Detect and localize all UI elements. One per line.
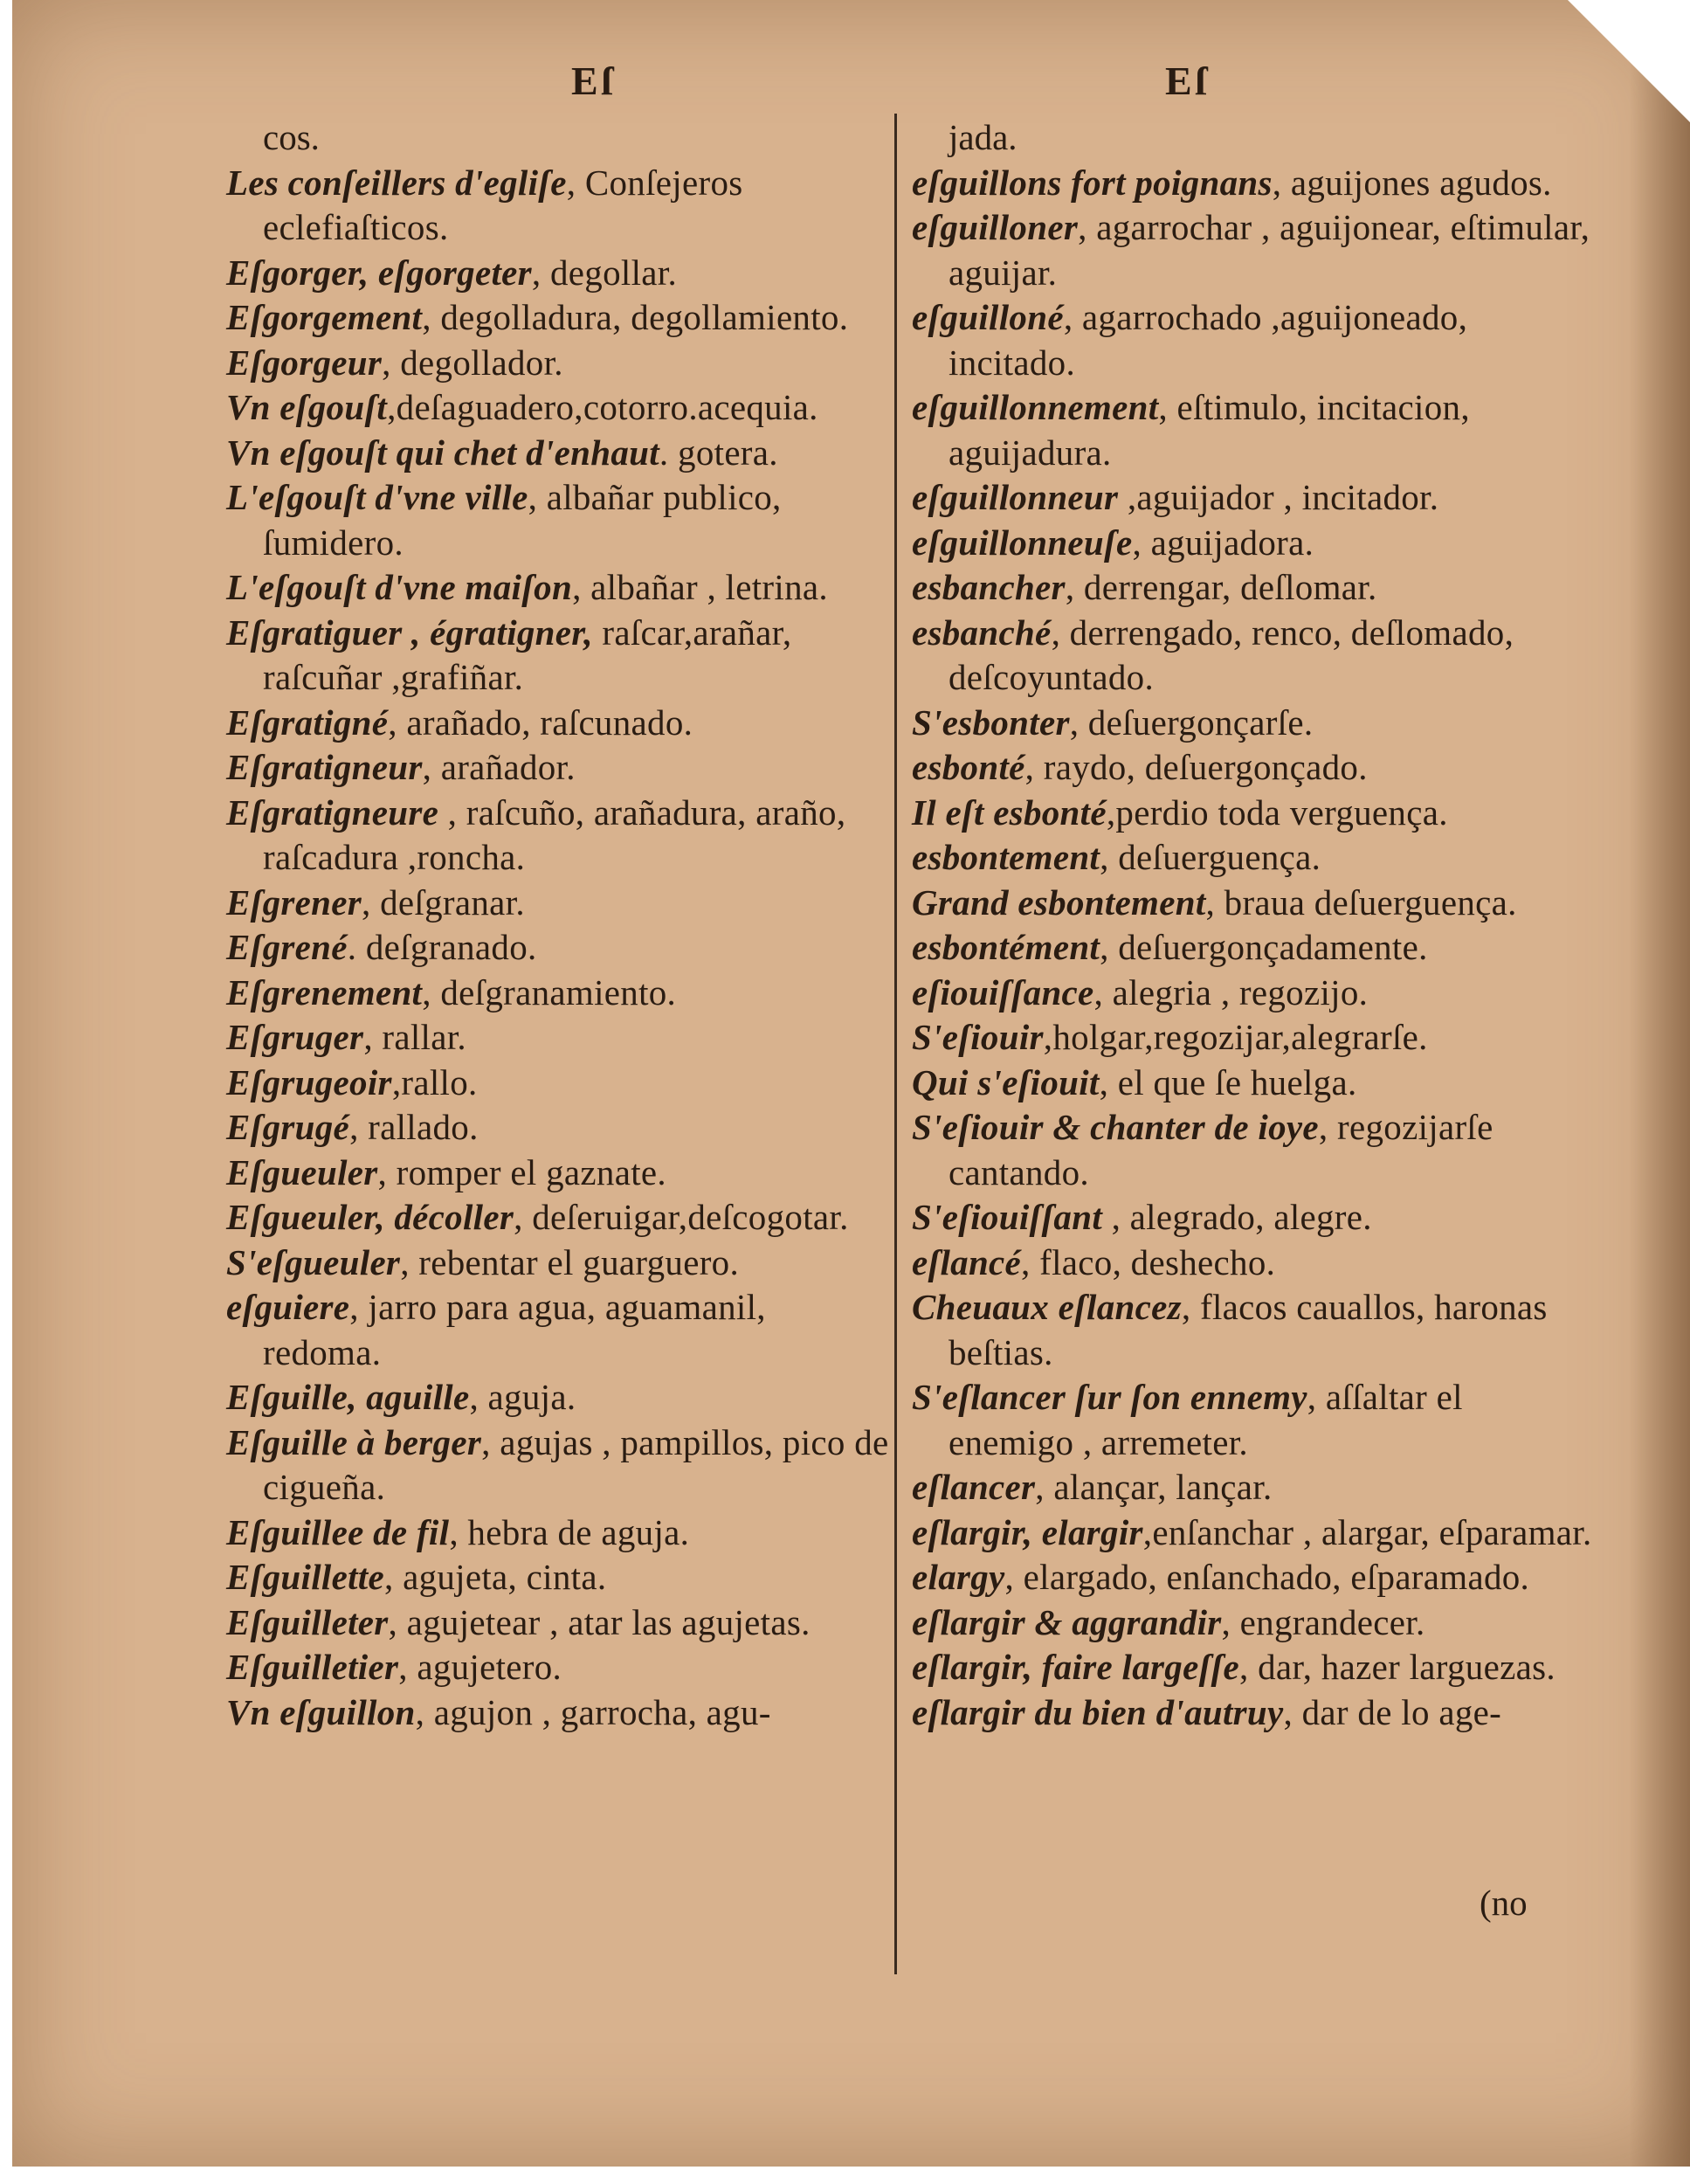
entry-definition: raſcar,arañar, raſcuñar ,grafiñar. (263, 612, 792, 697)
entry-term: Grand esbontement (912, 881, 1206, 923)
book-page (12, 0, 1690, 2167)
running-header-left: Eſ (571, 59, 617, 103)
entry-definition: ,enſanchar , alargar, eſparamar. (1142, 1511, 1592, 1552)
entry-definition: , Conſejeros eclefiaſticos. (263, 162, 743, 247)
dictionary-entry (226, 341, 890, 386)
entry-definition: , aguijadora. (1132, 522, 1314, 563)
dictionary-entry (226, 1420, 890, 1510)
entry-term: eſiouiſſance (912, 971, 1094, 1013)
entry-definition: , deſeruigar,deſcogotar. (514, 1197, 849, 1237)
entry-definition: ,rallo. (391, 1061, 478, 1102)
entry-term: Eſgratigneure (226, 791, 439, 833)
entry-term: Eſgratigné (226, 702, 389, 743)
page-spine-shadow (1629, 0, 1690, 2167)
entry-term: eſlargir, faire largeſſe (912, 1647, 1239, 1687)
entry-term: eſlancé (912, 1241, 1022, 1282)
catchword: (no (1480, 1883, 1528, 1923)
entry-definition: , albañar , letrina. (572, 567, 828, 607)
dictionary-entry (226, 1555, 890, 1600)
entry-definition: , agujas , pampillos, pico de cigueña. (263, 1421, 889, 1507)
entry-term: eſguilloner (912, 207, 1079, 247)
entry-term: Il eſt esbonté (912, 791, 1107, 833)
entry-term: Vn eſgouſt qui chet d'enhaut (226, 432, 659, 473)
entry-definition: , agujetero. (398, 1647, 562, 1687)
entry-term: eſguillonnement (912, 387, 1159, 427)
entry-term: esbontément (912, 927, 1100, 967)
dictionary-entry (226, 1375, 890, 1420)
entry-definition: , jarro para agua, aguamanil, redoma. (263, 1287, 766, 1372)
dictionary-entry (912, 521, 1593, 566)
dictionary-entry (912, 1195, 1593, 1241)
entry-term: esbontement (912, 837, 1100, 877)
entry-definition: , agarrochar , aguijonear, eſtimular, aguijar. (948, 207, 1590, 293)
entry-term: esbanché (912, 612, 1052, 653)
entry-term: Eſguillette (226, 1557, 384, 1597)
dictionary-entry (226, 1151, 890, 1196)
dictionary-entry (226, 161, 890, 251)
entry-definition: , deſuerguença. (1100, 837, 1321, 877)
dictionary-entry (226, 1645, 890, 1690)
entry-term: Eſguillee de fil (226, 1511, 450, 1552)
dictionary-entry (226, 971, 890, 1016)
entry-definition: , romper el gaznate. (377, 1151, 666, 1192)
dictionary-entry (912, 745, 1593, 791)
column-divider (894, 114, 897, 1974)
dictionary-entry (912, 161, 1593, 206)
entry-term: Eſgrené (226, 927, 348, 967)
dictionary-entry (912, 385, 1593, 475)
dictionary-entry (912, 1061, 1593, 1106)
entry-definition: , aguijones agudos. (1272, 162, 1552, 203)
entry-definition: , engrandecer. (1221, 1601, 1425, 1642)
entry-term: S'eſlancer ſur ſon ennemy (912, 1377, 1307, 1417)
entry-definition: , rallado. (349, 1107, 479, 1147)
dictionary-entry (912, 475, 1593, 521)
right-entries (912, 161, 1593, 1736)
dictionary-entry (226, 745, 890, 791)
entry-term: esbonté (912, 747, 1025, 787)
entry-definition: , albañar publico, ſumidero. (263, 477, 782, 563)
entry-term: eſlargir, elargir (912, 1511, 1143, 1552)
dictionary-entry (226, 565, 890, 611)
entry-definition: , derrengado, renco, deſlomado, deſcoyuntado. (948, 612, 1514, 697)
entry-definition: , braua deſuerguença. (1205, 881, 1517, 923)
entry-term: Eſguilleter (226, 1601, 389, 1642)
dictionary-entry (226, 1600, 890, 1646)
entry-term: L'eſgouſt d'vne ville (226, 477, 528, 517)
dictionary-entry (912, 1555, 1593, 1600)
dictionary-entry (912, 835, 1593, 881)
entry-term: eſguillons fort poignans (912, 162, 1273, 203)
dictionary-entry (912, 791, 1593, 836)
dictionary-entry (226, 295, 890, 341)
entry-term: Qui s'eſiouit (912, 1061, 1100, 1102)
entry-definition: , raydo, deſuergonçado. (1024, 747, 1368, 787)
entry-definition: , rebentar el guarguero. (400, 1241, 739, 1282)
entry-definition: , deſgranar. (362, 881, 525, 923)
dictionary-entry (912, 565, 1593, 611)
entry-definition: , aguja. (469, 1377, 576, 1417)
entry-definition: , degolladura, degollamiento. (422, 297, 849, 337)
entry-definition: , alegrado, alegre. (1102, 1197, 1372, 1237)
entry-definition: , deſgranamiento. (422, 971, 677, 1013)
entry-definition: , dar de lo age- (1283, 1691, 1502, 1732)
left-entries (226, 161, 890, 1736)
dictionary-entry (912, 1465, 1593, 1510)
left-column (226, 115, 890, 1735)
dictionary-entry (226, 1285, 890, 1375)
entry-definition: , agujetear , atar las agujetas. (388, 1601, 811, 1642)
entry-definition: , dar, hazer larguezas. (1238, 1647, 1555, 1687)
dictionary-entry (226, 251, 890, 296)
entry-definition: , deſuergonçadamente. (1100, 927, 1428, 967)
dictionary-entry (226, 791, 890, 881)
entry-term: Eſgueuler, décoller (226, 1197, 514, 1237)
dictionary-entry (226, 1195, 890, 1241)
left-column-start-fragment: cos. (263, 117, 320, 157)
dictionary-entry (912, 1375, 1593, 1465)
entry-term: S'eſgueuler (226, 1241, 401, 1282)
dictionary-entry (226, 1690, 890, 1736)
entry-definition: , agarrochado ,aguijoneado, incitado. (948, 297, 1468, 383)
entry-definition: , degollar. (531, 252, 678, 293)
entry-term: Les conſeillers d'egliſe (226, 162, 567, 203)
entry-term: Eſgrugeoir (226, 1061, 392, 1102)
entry-term: eſguillonneuſe (912, 522, 1133, 563)
entry-term: Vn eſgouſt (226, 387, 388, 427)
entry-term: Eſgueuler (226, 1151, 378, 1192)
dictionary-entry (226, 611, 890, 701)
entry-term: Eſgratiguer , égratigner, (226, 612, 593, 653)
entry-definition: , rallar. (363, 1017, 466, 1057)
entry-definition: , aſſaltar el enemigo , arremeter. (948, 1377, 1463, 1462)
entry-term: elargy (912, 1557, 1005, 1597)
entry-term: S'eſiouir & chanter de ioye (912, 1107, 1319, 1147)
entry-term: eſguiere (226, 1287, 350, 1327)
dictionary-entry (226, 385, 890, 431)
entry-definition: ,deſaguadero,cotorro.acequia. (387, 387, 818, 427)
entry-definition: , degollador. (382, 342, 563, 383)
dictionary-entry (226, 431, 890, 476)
entry-term: S'eſiouir (912, 1017, 1044, 1057)
entry-term: Eſgorgement (226, 297, 423, 337)
dictionary-entry (226, 701, 890, 746)
entry-definition: , agujon , garrocha, agu- (415, 1691, 771, 1732)
entry-definition: , elargado, enſanchado, eſparamado. (1004, 1557, 1530, 1597)
dictionary-entry (912, 1645, 1593, 1690)
dictionary-entry (226, 1510, 890, 1556)
page-corner-fold (1568, 0, 1690, 122)
entry-term: Eſguille à berger (226, 1421, 482, 1462)
entry-term: eſlargir du bien d'autruy (912, 1691, 1284, 1732)
entry-definition: , arañador. (422, 747, 576, 787)
dictionary-entry (912, 701, 1593, 746)
running-header-right: Eſ (1165, 59, 1211, 103)
entry-term: eſlargir & aggrandir (912, 1601, 1222, 1642)
dictionary-entry (226, 1105, 890, 1151)
dictionary-entry (912, 925, 1593, 971)
entry-definition: , regozijarſe cantando. (948, 1107, 1493, 1192)
entry-definition: , alegria , regozijo. (1093, 971, 1369, 1013)
dictionary-entry (912, 971, 1593, 1016)
entry-definition: , hebra de aguja. (449, 1511, 690, 1552)
entry-term: S'esbonter (912, 702, 1070, 743)
entry-term: Eſguilletier (226, 1647, 399, 1687)
entry-term: eſlancer (912, 1467, 1036, 1507)
entry-term: S'eſiouiſſant (912, 1197, 1103, 1237)
dictionary-entry (912, 1510, 1593, 1556)
dictionary-entry (226, 1241, 890, 1286)
dictionary-entry (912, 1600, 1593, 1646)
entry-definition: , deſuergonçarſe. (1069, 702, 1314, 743)
entry-definition: , flaco, deshecho. (1021, 1241, 1276, 1282)
dictionary-entry (226, 925, 890, 971)
entry-definition: , agujeta, cinta. (383, 1557, 607, 1597)
entry-definition: , eſtimulo, incitacion, aguijadura. (948, 387, 1470, 473)
entry-term: esbancher (912, 567, 1066, 607)
dictionary-entry (912, 1241, 1593, 1286)
dictionary-entry (912, 611, 1593, 701)
dictionary-entry (226, 1015, 890, 1061)
entry-definition: , alançar, lançar. (1035, 1467, 1273, 1507)
dictionary-entry (226, 475, 890, 565)
dictionary-entry (912, 881, 1593, 926)
dictionary-entry (912, 1285, 1593, 1375)
dictionary-entry (912, 1015, 1593, 1061)
entry-term: Eſgrenement (226, 971, 423, 1013)
entry-definition: , derrengar, deſlomar. (1065, 567, 1377, 607)
entry-definition: , el que ſe huelga. (1099, 1061, 1357, 1102)
entry-term: Eſgratigneur (226, 747, 423, 787)
dictionary-entry (226, 1061, 890, 1106)
dictionary-entry (226, 881, 890, 926)
dictionary-entry (912, 1105, 1593, 1195)
entry-definition: . gotera. (659, 432, 778, 473)
entry-term: Vn eſguillon (226, 1691, 416, 1732)
entry-term: Eſgruger (226, 1017, 364, 1057)
dictionary-entry (912, 1690, 1593, 1736)
entry-term: Eſgrener (226, 881, 362, 923)
entry-term: Cheuaux eſlancez (912, 1287, 1182, 1327)
entry-term: Eſgorger, eſgorgeter (226, 252, 532, 293)
entry-definition: , arañado, raſcunado. (388, 702, 693, 743)
entry-term: L'eſgouſt d'vne maiſon (226, 567, 573, 607)
entry-term: Eſgrugé (226, 1107, 350, 1147)
entry-term: Eſguille, aguille (226, 1377, 470, 1417)
entry-term: eſguillonneur (912, 477, 1119, 517)
dictionary-entry (912, 295, 1593, 385)
entry-term: Eſgorgeur (226, 342, 383, 383)
dictionary-entry (912, 205, 1593, 295)
entry-definition: . deſgranado. (347, 927, 537, 967)
entry-definition: , raſcuño, arañadura, araño, raſcadura ,roncha. (263, 791, 846, 877)
entry-definition: ,holgar,regozijar,alegrarſe. (1043, 1017, 1428, 1057)
right-column (912, 115, 1593, 1735)
entry-definition: , flacos cauallos, haronas beſtias. (948, 1287, 1548, 1372)
entry-term: eſguilloné (912, 297, 1064, 337)
right-column-start-fragment: jada. (948, 117, 1017, 157)
entry-definition: ,aguijador , incitador. (1118, 477, 1439, 517)
entry-definition: ,perdio toda verguença. (1106, 791, 1448, 833)
